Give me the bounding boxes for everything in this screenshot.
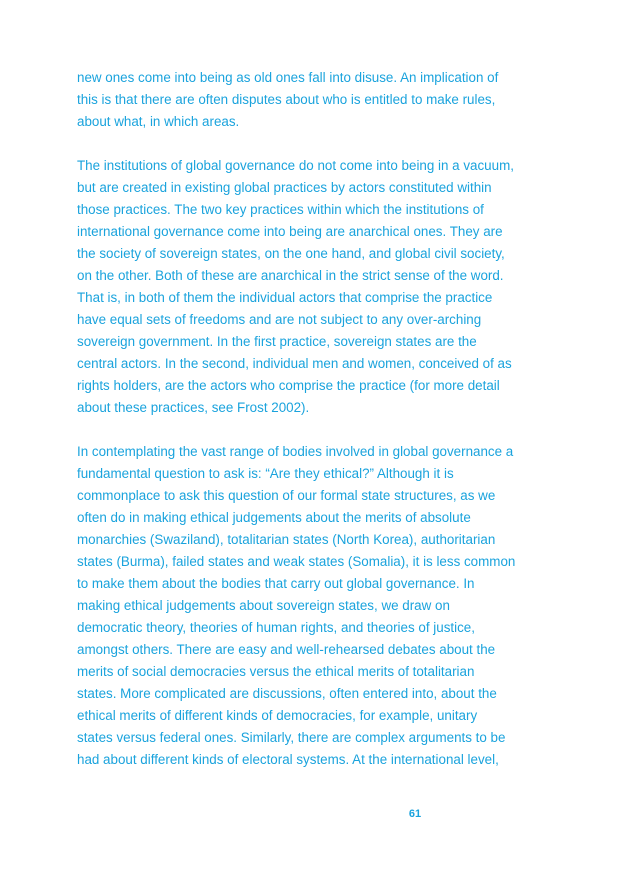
text-line: about these practices, see Frost 2002). — [77, 400, 310, 415]
text-line: ethical merits of different kinds of democracies, for example, unitary — [77, 708, 478, 723]
text-line: That is, in both of them the individual actors that comprise the practice — [77, 290, 493, 305]
text-line: about what, in which areas. — [77, 114, 240, 129]
text-line: The institutions of global governance do not come into being in a vacuum, — [77, 158, 514, 173]
text-line: states (Burma), failed states and weak states (Somalia), it is less common — [77, 554, 516, 569]
text-line: monarchies (Swaziland), totalitarian states (North Korea), authoritarian — [77, 532, 496, 547]
paragraph-3 — [77, 441, 557, 771]
text-line: central actors. In the second, individual men and women, conceived of as — [77, 356, 512, 371]
text-line: this is that there are often disputes about who is entitled to make rules, — [77, 92, 496, 107]
text-line: sovereign government. In the first practice, sovereign states are the — [77, 334, 477, 349]
text-line: new ones come into being as old ones fall into disuse. An implication of — [77, 70, 499, 85]
text-line: those practices. The two key practices within which the institutions of — [77, 202, 484, 217]
text-line: commonplace to ask this question of our formal state structures, as we — [77, 488, 496, 503]
text-line: amongst others. There are easy and well-rehearsed debates about the — [77, 642, 496, 657]
text-line: had about different kinds of electoral systems. At the international level, — [77, 752, 499, 767]
body-text — [77, 67, 557, 793]
text-line: rights holders, are the actors who comprise the practice (for more detail — [77, 378, 500, 393]
paragraph-2 — [77, 155, 557, 419]
text-line: to make them about the bodies that carry out global governance. In — [77, 576, 475, 591]
text-line: democratic theory, theories of human rights, and theories of justice, — [77, 620, 475, 635]
text-line: have equal sets of freedoms and are not subject to any over-arching — [77, 312, 482, 327]
text-line: often do in making ethical judgements about the merits of absolute — [77, 510, 471, 525]
text-line: the society of sovereign states, on the one hand, and global civil society, — [77, 246, 505, 261]
text-line: merits of social democracies versus the ethical merits of totalitarian — [77, 664, 475, 679]
text-line: but are created in existing global practices by actors constituted within — [77, 180, 492, 195]
text-line: In contemplating the vast range of bodies involved in global governance a — [77, 444, 514, 459]
text-line: states. More complicated are discussions, often entered into, about the — [77, 686, 497, 701]
text-line: states versus federal ones. Similarly, there are complex arguments to be — [77, 730, 506, 745]
paragraph-1 — [77, 67, 557, 133]
text-line: making ethical judgements about sovereign states, we draw on — [77, 598, 450, 613]
page-number: 61 — [408, 808, 422, 820]
text-line: international governance come into being are anarchical ones. They are — [77, 224, 503, 239]
text-line: on the other. Both of these are anarchical in the strict sense of the word. — [77, 268, 504, 283]
text-line: fundamental question to ask is: “Are they ethical?” Although it is — [77, 466, 454, 481]
